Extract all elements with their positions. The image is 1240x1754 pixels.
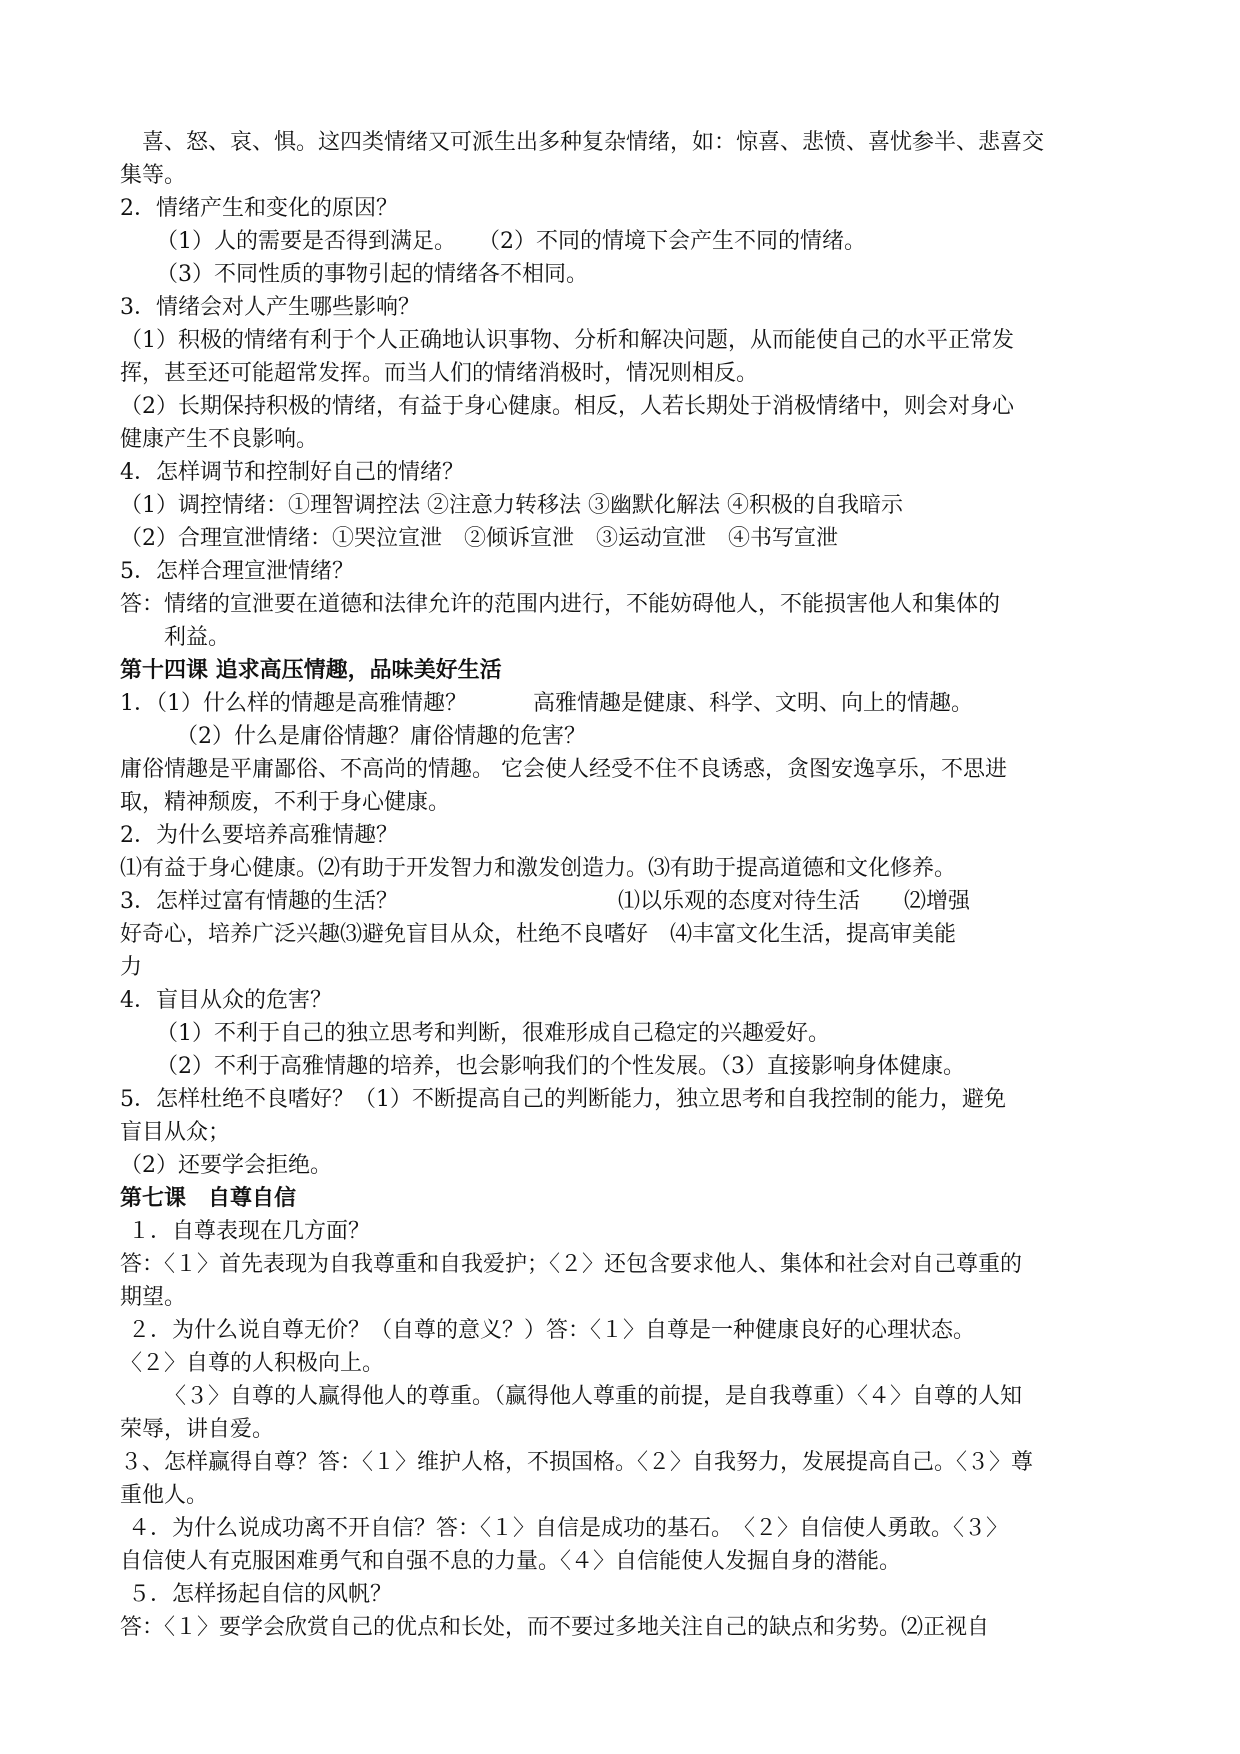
question-heading: 1．（1）什么样的情趣是高雅情趣？ 高雅情趣是健康、科学、文明、向上的情趣。 <box>120 691 973 716</box>
question-heading: 3．怎样过富有情趣的生活？ ⑴以乐观的态度对待生活 ⑵增强 <box>120 889 970 914</box>
question-heading: 4．怎样调节和控制好自己的情绪？ <box>120 460 464 485</box>
text-line: 庸俗情趣是平庸鄙俗、不高尚的情趣。 它会使人经受不住不良诱惑，贪图安逸享乐，不思进 <box>120 757 1007 782</box>
text-line: 集等。 <box>120 163 187 188</box>
answer-line: 利益。 <box>164 625 231 650</box>
answer-line: 答：情绪的宣泄要在道德和法律允许的范围内进行，不能妨碍他人，不能损害他人和集体的 <box>120 592 1001 617</box>
text-line: 〈３〉自尊的人赢得他人的尊重。（赢得他人尊重的前提，是自我尊重）〈４〉自尊的人知 <box>164 1384 1023 1409</box>
text-line: 重他人。 <box>120 1483 209 1508</box>
text-line: （2）不利于高雅情趣的培养，也会影响我们的个性发展。（3）直接影响身体健康。 <box>156 1054 965 1079</box>
text-line: 喜、怒、哀、惧。这四类情绪又可派生出多种复杂情绪，如：惊喜、悲愤、喜忧参半、悲喜交 <box>120 130 1045 155</box>
text-line: （1）调控情绪：①理智调控法 ②注意力转移法 ③幽默化解法 ④积极的自我暗示 <box>120 493 903 518</box>
text-line: （1）不利于自己的独立思考和判断，很难形成自己稳定的兴趣爱好。 <box>156 1021 830 1046</box>
text-line: （1）积极的情绪有利于个人正确地认识事物、分析和解决问题，从而能使自己的水平正常发 <box>120 328 1015 353</box>
text-line: （2）什么是庸俗情趣？庸俗情趣的危害？ <box>176 724 586 749</box>
answer-line: 答：〈１〉要学会欣赏自己的优点和长处，而不要过多地关注自己的缺点和劣势。⑵正视自 <box>120 1615 990 1640</box>
text-line: 挥，甚至还可能超常发挥。而当人们的情绪消极时，情况则相反。 <box>120 361 759 386</box>
text-line: 好奇心，培养广泛兴趣⑶避免盲目从众，杜绝不良嗜好 ⑷丰富文化生活，提高审美能 <box>120 922 957 947</box>
text-line: 自信使人有克服困难勇气和自强不息的力量。〈４〉自信能使人发掘自身的潜能。 <box>120 1549 902 1574</box>
text-line: 健康产生不良影响。 <box>120 427 319 452</box>
answer-line: 答：〈１〉首先表现为自我尊重和自我爱护；〈２〉还包含要求他人、集体和社会对自己尊重的 <box>120 1252 1023 1277</box>
text-line: 荣辱，讲自爱。 <box>120 1417 275 1442</box>
text-line: 力 <box>120 955 143 980</box>
question-heading: ３、怎样赢得自尊？答：〈１〉维护人格，不损国格。〈２〉自我努力，发展提高自己。〈３〉尊 <box>120 1450 1034 1475</box>
question-heading: ２．为什么说自尊无价？（自尊的意义？）答：〈１〉自尊是一种健康良好的心理状态。 <box>128 1318 976 1343</box>
text-line: （3）不同性质的事物引起的情绪各不相同。 <box>156 262 588 287</box>
question-heading: ４．为什么说成功离不开自信？答：〈１〉自信是成功的基石。 〈２〉自信使人勇敢。〈３〉 <box>128 1516 1009 1541</box>
question-heading: 3．情绪会对人产生哪些影响？ <box>120 295 420 320</box>
text-line: 〈２〉自尊的人积极向上。 <box>120 1351 385 1376</box>
text-line: （1）人的需要是否得到满足。 （2）不同的情境下会产生不同的情绪。 <box>156 229 866 254</box>
text-line: 取，精神颓废，不利于身心健康。 <box>120 790 451 815</box>
text-line: 盲目从众； <box>120 1120 231 1145</box>
text-line: ⑴有益于身心健康。⑵有助于开发智力和激发创造力。⑶有助于提高道德和文化修养。 <box>120 856 957 881</box>
question-heading: 2．情绪产生和变化的原因？ <box>120 196 398 221</box>
text-line: （2）长期保持积极的情绪，有益于身心健康。相反，人若长期处于消极情绪中，则会对身心 <box>120 394 1015 419</box>
question-heading: 2．为什么要培养高雅情趣？ <box>120 823 398 848</box>
question-heading: 4．盲目从众的危害？ <box>120 988 332 1013</box>
lesson-title: 第七课 自尊自信 <box>120 1186 297 1211</box>
lesson-title: 第十四课 追求高压情趣，品味美好生活 <box>120 658 502 683</box>
question-heading: 5．怎样合理宣泄情绪？ <box>120 559 354 584</box>
question-heading: １．自尊表现在几方面？ <box>128 1219 371 1244</box>
text-line: （2）合理宣泄情绪：①哭泣宣泄 ②倾诉宣泄 ③运动宣泄 ④书写宣泄 <box>120 526 838 551</box>
question-heading: 5．怎样杜绝不良嗜好？（1）不断提高自己的判断能力，独立思考和自我控制的能力，避免 <box>120 1087 1006 1112</box>
question-heading: ５．怎样扬起自信的风帆？ <box>128 1582 393 1607</box>
answer-line: 期望。 <box>120 1285 187 1310</box>
text-line: （2）还要学会拒绝。 <box>120 1153 332 1178</box>
